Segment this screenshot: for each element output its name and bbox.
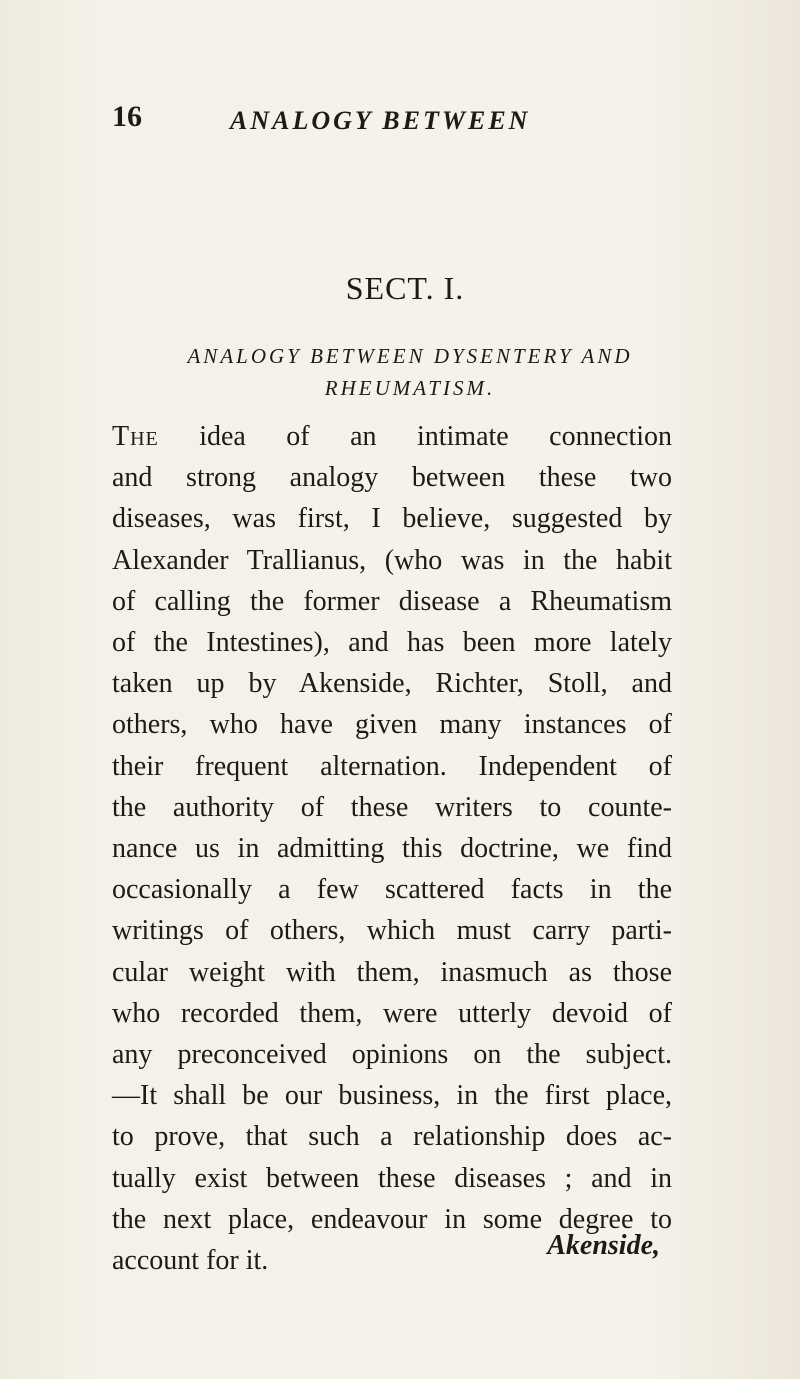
page-number: 16 (112, 100, 142, 133)
body-line: —It shall be our business, in the first place, (112, 1080, 672, 1112)
body-paragraph (112, 416, 672, 1281)
body-line: the authority of these writers to counte- (112, 791, 672, 823)
body-line: diseases, was first, I believe, suggested by (112, 503, 672, 535)
body-line: taken up by Akenside, Richter, Stoll, and (112, 668, 672, 700)
body-line: occasionally a few scattered facts in the (112, 874, 672, 906)
body-line: of calling the former disease a Rheumatism (112, 585, 672, 617)
section-heading: SECT. I. (345, 270, 465, 306)
body-line: The idea of an intimate connection (112, 421, 672, 452)
body-line: Alexander Trallianus, (who was in the habit (112, 544, 672, 576)
body-line: the next place, endeavour in some degree to (112, 1203, 672, 1235)
body-line: who recorded them, were utterly devoid of (112, 997, 672, 1029)
running-head (112, 100, 672, 140)
body-line: writings of others, which must carry parti- (112, 915, 672, 947)
body-line: their frequent alternation. Independent of (112, 750, 672, 782)
body-line: any preconceived opinions on the subject. (112, 1039, 672, 1071)
body-line: tually exist between these diseases ; and in (112, 1162, 672, 1194)
body-line: account for it. (112, 1245, 269, 1277)
body-line: others, who have given many instances of (112, 709, 672, 741)
catchword: Akenside, (547, 1230, 660, 1261)
body-line: to prove, that such a relationship does ac- (112, 1121, 672, 1153)
opening-word: The (112, 421, 159, 452)
body-line: of the Intestines), and has been more lately (112, 627, 672, 659)
body-line: nance us in admitting this doctrine, we find (112, 833, 672, 865)
section-title: ANALOGY BETWEEN DYSENTERY AND RHEUMATISM. (187, 344, 633, 400)
body-line: cular weight with them, inasmuch as those (112, 956, 672, 988)
body-line: and strong analogy between these two (112, 462, 672, 494)
running-title: ANALOGY BETWEEN (230, 106, 531, 135)
